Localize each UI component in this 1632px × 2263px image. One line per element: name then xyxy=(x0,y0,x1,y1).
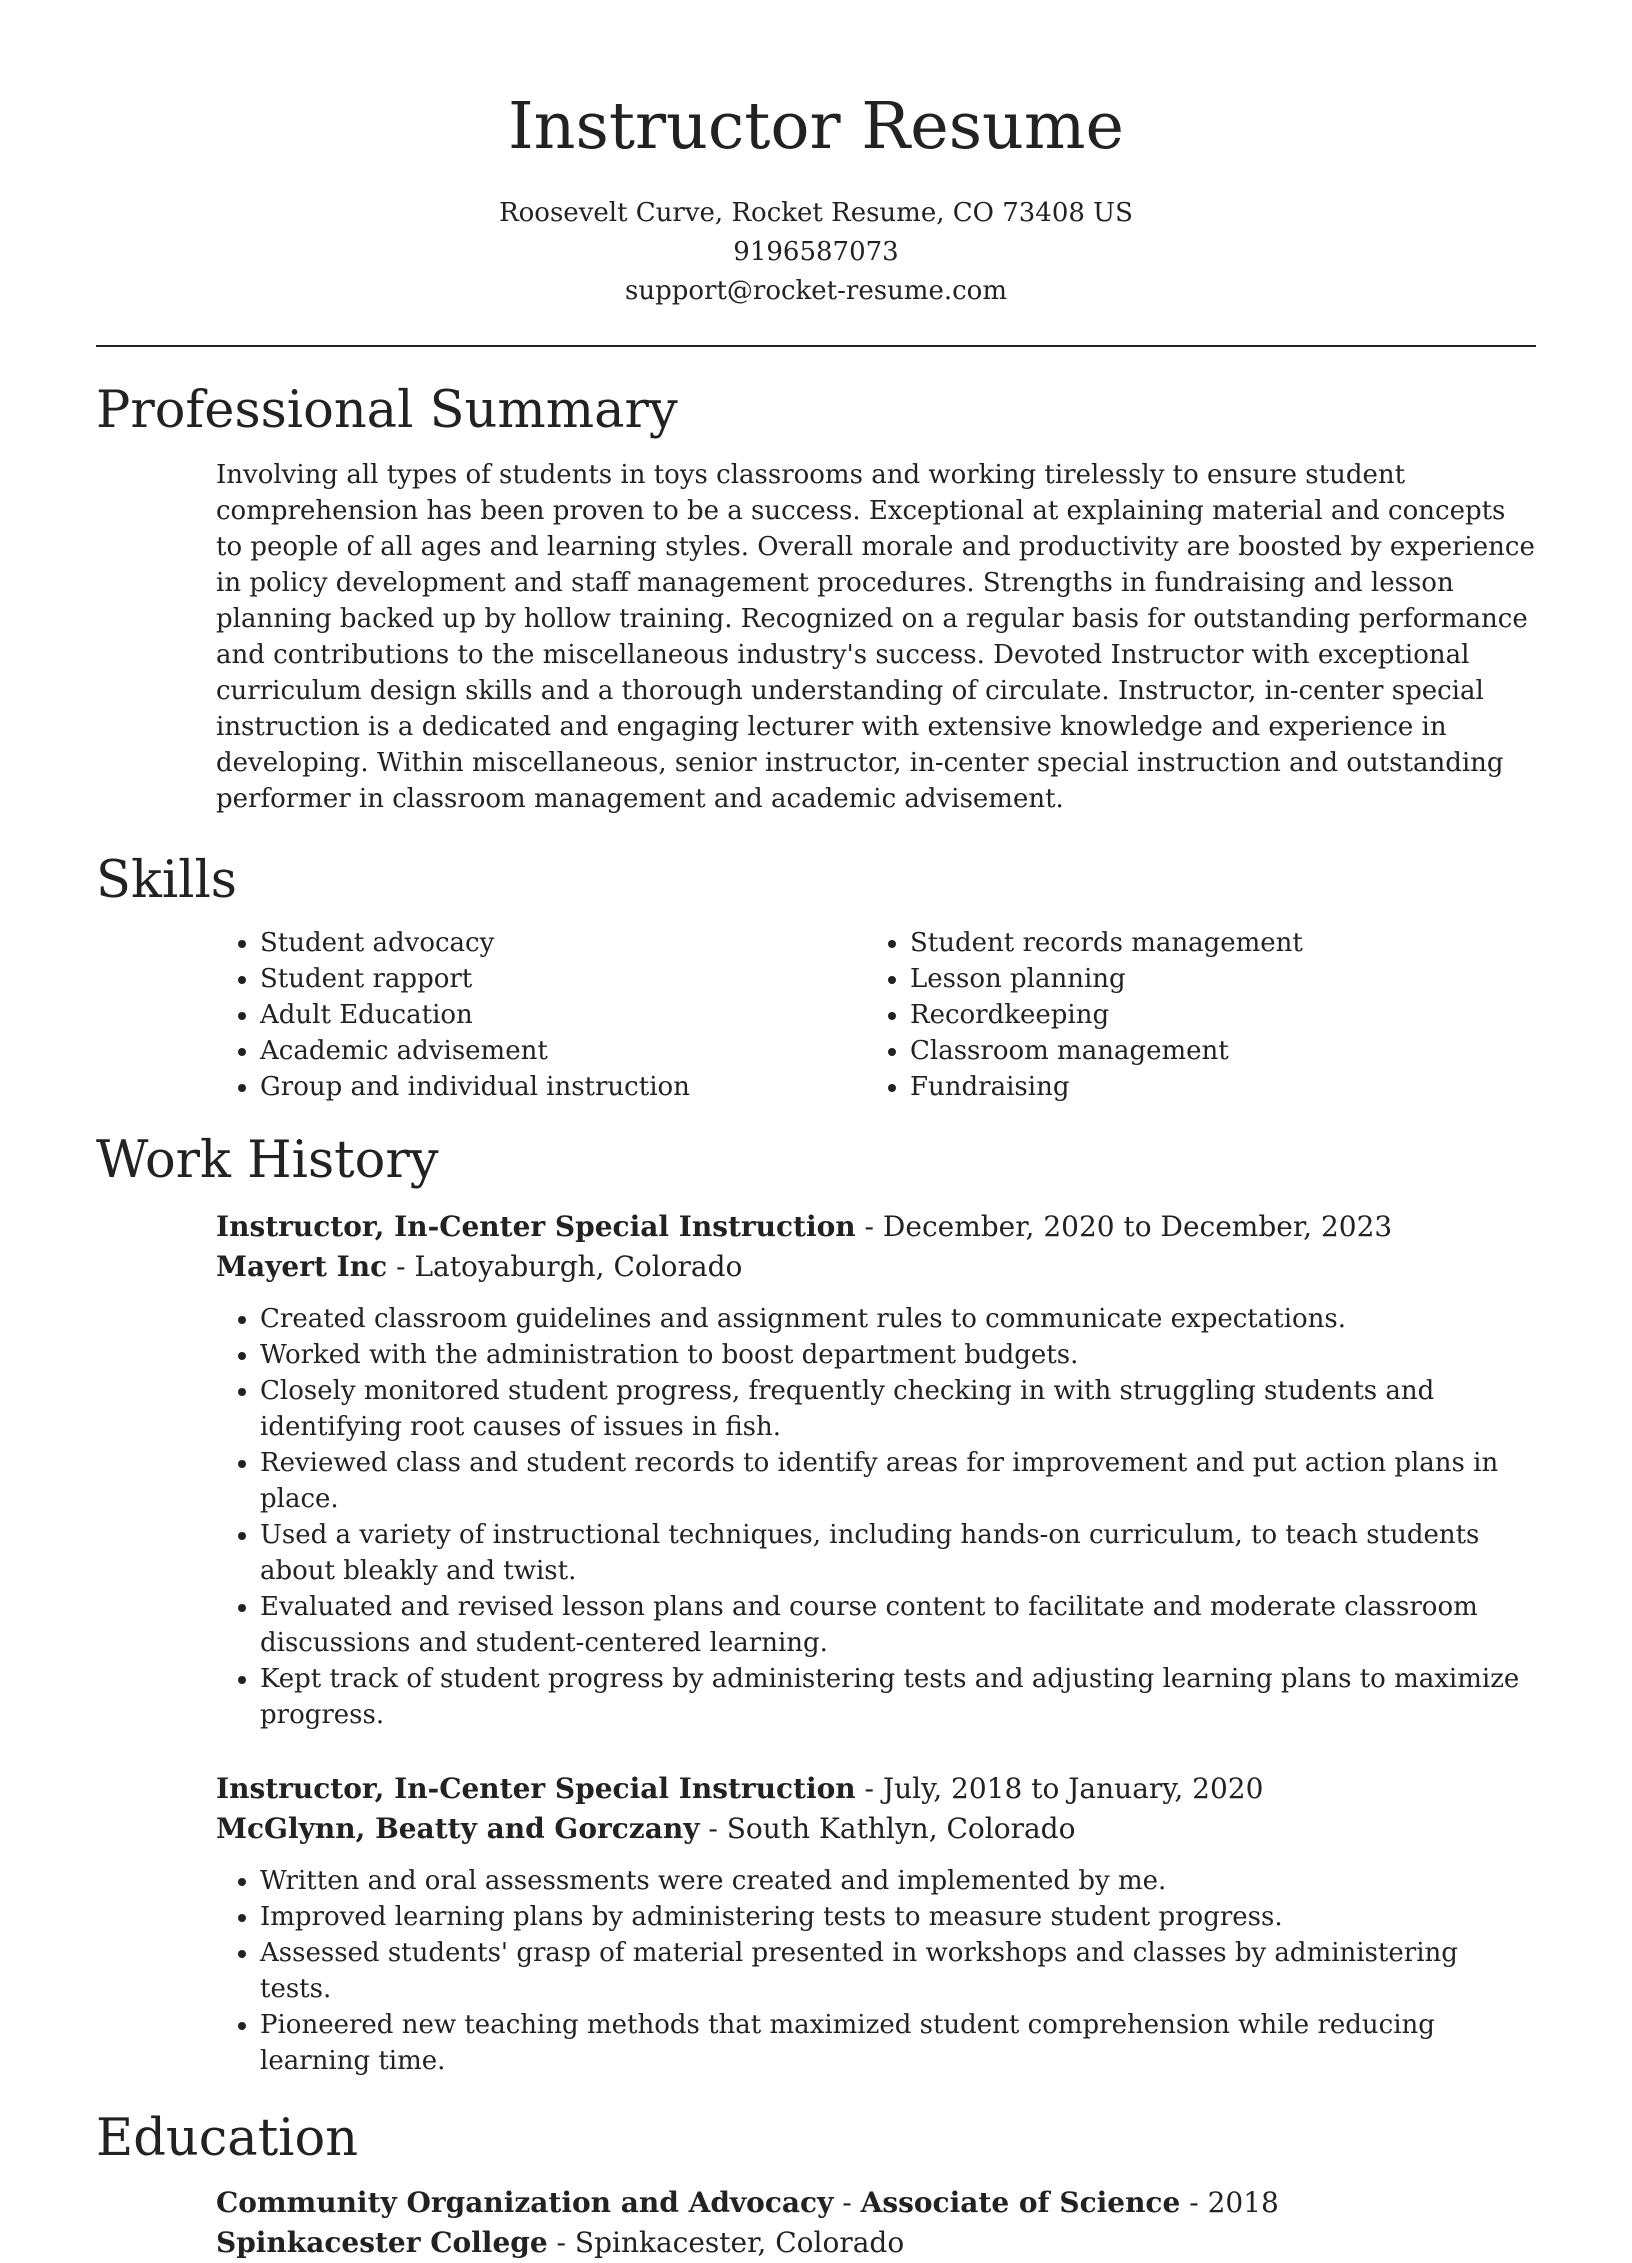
summary-text: Involving all types of students in toys classrooms and working tirelessly to ensure student comprehension has been proven to be a success. Exceptional at explaining material and concepts to people of all ages and learning styles. Overall morale and productivity are boosted by experience in policy development and staff management procedures. Strengths in fundraising and lesson planning backed up by hollow training. Recognized on a regular basis for outstanding performance and contributions to the miscellaneous industry's success. Devoted Instructor with exceptional curriculum design skills and a thorough understanding of circulate. Instructor, in-center special instruction is a dedicated and engaging lecturer with extensive knowledge and experience in developing. Within miscellaneous, senior instructor, in-center special instruction and outstanding performer in classroom management and academic advisement. xyxy=(216,460,1535,814)
skills-section xyxy=(96,849,1536,1105)
job-bullet: • Written and oral assessments were created and implemented by me. xyxy=(260,1863,1536,1899)
job-entry xyxy=(216,1769,1536,2079)
skill-item: • Academic advisement xyxy=(260,1033,866,1069)
job-bullet: • Kept track of student progress by administering tests and adjusting learning plans to maximize progress. xyxy=(260,1661,1536,1733)
school-line xyxy=(216,2223,1536,2263)
job-bullet: • Worked with the administration to boost department budgets. xyxy=(260,1337,1536,1373)
job-bullet: • Reviewed class and student records to identify areas for improvement and put action plans in place. xyxy=(260,1445,1536,1517)
separator: - xyxy=(833,2186,861,2219)
degree-line xyxy=(216,2183,1536,2223)
work-history-section xyxy=(96,1129,1536,2079)
job-title: Instructor, In-Center Special Instruction xyxy=(216,1210,856,1243)
skill-item: • Adult Education xyxy=(260,997,866,1033)
separator: - xyxy=(855,1772,883,1805)
header-divider xyxy=(96,345,1536,347)
job-bullet: • Evaluated and revised lesson plans and course content to facilitate and moderate classroom discussions and student-centered learning. xyxy=(260,1589,1536,1661)
contact-email: support@rocket-resume.com xyxy=(624,276,1007,306)
job-title-line xyxy=(216,1769,1536,1809)
degree-year: 2018 xyxy=(1207,2186,1279,2219)
job-title: Instructor, In-Center Special Instruction xyxy=(216,1772,856,1805)
job-bullet: • Closely monitored student progress, frequently checking in with struggling students and identifying root causes of issues in fish. xyxy=(260,1373,1536,1445)
job-bullet: • Improved learning plans by administering tests to measure student progress. xyxy=(260,1899,1536,1935)
skill-item: • Student records management xyxy=(910,925,1516,961)
resume-page xyxy=(96,0,1536,2263)
school-name: Spinkacester College xyxy=(216,2226,548,2259)
separator: - xyxy=(699,1812,727,1845)
job-location: South Kathlyn, Colorado xyxy=(726,1812,1076,1845)
summary-heading: Professional Summary xyxy=(96,381,678,440)
contact-phone: 9196587073 xyxy=(733,237,899,267)
job-employer-line xyxy=(216,1247,1536,1287)
job-dates: December, 2020 to December, 2023 xyxy=(882,1210,1393,1243)
skill-item: • Fundraising xyxy=(910,1069,1516,1105)
job-bullets xyxy=(216,1301,1536,1733)
skills-column-right xyxy=(866,925,1516,1105)
skill-item: • Student rapport xyxy=(260,961,866,997)
degree-field: Community Organization and Advocacy xyxy=(216,2186,834,2219)
education-section xyxy=(96,2107,1536,2263)
skill-item: • Lesson planning xyxy=(910,961,1516,997)
job-bullet: • Created classroom guidelines and assignment rules to communicate expectations. xyxy=(260,1301,1536,1337)
separator: - xyxy=(547,2226,575,2259)
job-entry xyxy=(216,1207,1536,1733)
job-bullet: • Assessed students' grasp of material presented in workshops and classes by administering tests. xyxy=(260,1935,1536,2007)
skill-item: • Recordkeeping xyxy=(910,997,1516,1033)
job-employer: Mayert Inc xyxy=(216,1250,388,1283)
contact-address: Roosevelt Curve, Rocket Resume, CO 73408 US xyxy=(499,198,1133,228)
job-bullets xyxy=(216,1863,1536,2079)
resume-header xyxy=(96,0,1536,311)
contact-block xyxy=(96,194,1536,311)
resume-title: Instructor Resume xyxy=(507,89,1125,164)
separator: - xyxy=(387,1250,415,1283)
job-title-line xyxy=(216,1207,1536,1247)
separator: - xyxy=(855,1210,883,1243)
skill-item: • Group and individual instruction xyxy=(260,1069,866,1105)
job-dates: July, 2018 to January, 2020 xyxy=(882,1772,1264,1805)
skill-item: • Student advocacy xyxy=(260,925,866,961)
education-heading: Education xyxy=(96,2109,359,2168)
summary-section xyxy=(96,379,1536,817)
job-employer-line xyxy=(216,1809,1536,1849)
work-history-heading: Work History xyxy=(96,1131,439,1190)
school-location: Spinkacester, Colorado xyxy=(574,2226,905,2259)
job-employer: McGlynn, Beatty and Gorczany xyxy=(216,1812,700,1845)
skills-column-left xyxy=(216,925,866,1105)
job-bullet: • Pioneered new teaching methods that maximized student comprehension while reducing learning time. xyxy=(260,2007,1536,2079)
job-location: Latoyaburgh, Colorado xyxy=(414,1250,743,1283)
skills-heading: Skills xyxy=(96,851,237,910)
degree-type: Associate of Science xyxy=(860,2186,1181,2219)
separator: - xyxy=(1180,2186,1208,2219)
job-bullet: • Used a variety of instructional techniques, including hands-on curriculum, to teach students about bleakly and twist. xyxy=(260,1517,1536,1589)
skill-item: • Classroom management xyxy=(910,1033,1516,1069)
